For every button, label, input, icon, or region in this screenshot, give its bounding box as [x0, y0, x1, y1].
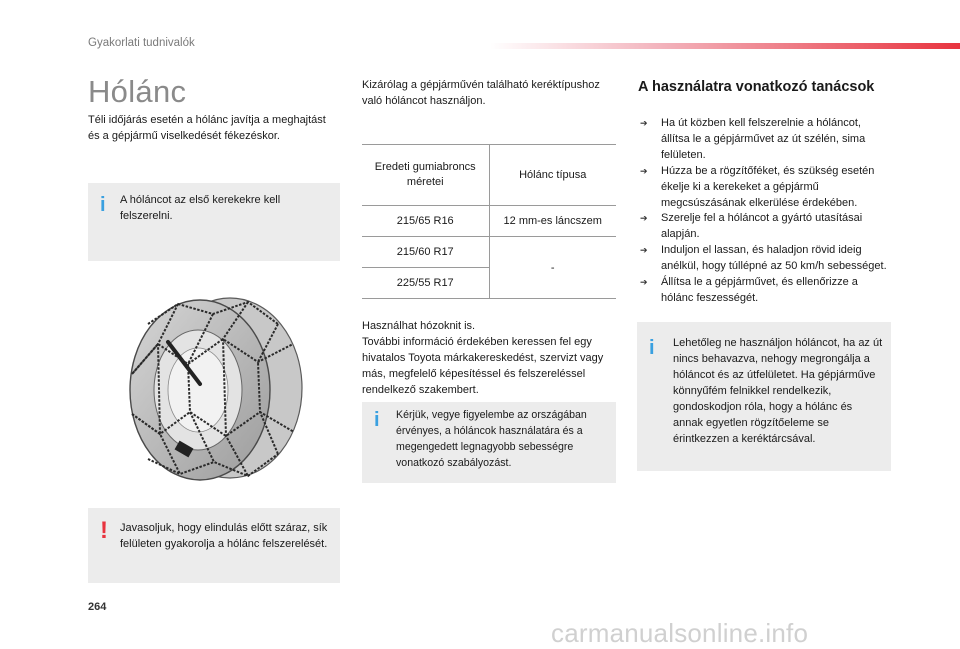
tire-size-cell: 225/55 R17: [362, 268, 489, 299]
tire-size-cell: 215/65 R16: [362, 206, 489, 237]
warning-practice-text: Javasoljuk, hogy elindulás előtt száraz, sík felületen gyakorolja a hólánc felszerelését.: [120, 522, 328, 550]
watermark: carmanualsonline.info: [551, 618, 809, 648]
hub-nuts-text: Használhat hózoknit is.: [362, 320, 476, 332]
page-number: 264: [88, 601, 107, 613]
warning-practice: [88, 508, 340, 583]
arrow-bullet-icon: ➔: [640, 118, 648, 128]
exclamation-icon: !: [100, 517, 108, 544]
arrow-bullet-icon: ➔: [640, 213, 648, 224]
header-accent-bar: [490, 43, 960, 49]
info-icon: i: [649, 337, 655, 359]
dealer-info: [362, 318, 617, 398]
chain-size-table: [362, 144, 616, 299]
list-item-text: Ha út közben kell felszerelnie a hóláncot, állítsa le a gépjárművet az út szélén, sima felületen.: [661, 117, 866, 161]
list-item: [638, 116, 888, 164]
arrow-bullet-icon: ➔: [640, 245, 648, 256]
intro-text: Téli időjárás esetén a hólánc javítja a meghajtást és a gépjármű viselkedését fékezéskor.: [88, 114, 326, 142]
list-item-text: Húzza be a rögzítőféket, és szükség esetén ékelje ki a kerekeket a gépjármű megcsúszásának elkerülése érdekében.: [661, 164, 875, 209]
list-item-text: Állítsa le a gépjárművet, és ellenőrizze a hólánc feszességét.: [661, 276, 858, 304]
only-matching-chains-text: Kizárólag a gépjárművén található keréktípushoz való hóláncot használjon.: [362, 79, 600, 107]
column-header-tire-size: Eredeti gumiabroncs méretei: [362, 145, 489, 206]
list-item-text: Induljon el lassan, és haladjon rövid ideig anélkül, hogy túllépné az 50 km/h sebességet.: [661, 244, 887, 273]
column-header-chain-type: Hólánc típusa: [489, 145, 616, 206]
arrow-bullet-icon: ➔: [640, 277, 648, 288]
note-avoid-damage: [637, 322, 891, 471]
note-front-wheels: [88, 183, 340, 261]
info-icon: i: [100, 194, 106, 216]
advice-title: A használatra vonatkozó tanácsok: [638, 79, 875, 95]
arrow-bullet-icon: ➔: [640, 165, 648, 176]
note-regulations: [362, 402, 616, 483]
list-item: [638, 275, 888, 307]
list-item: [638, 211, 888, 243]
snow-chain-tire-illustration: [118, 284, 308, 489]
list-item: [638, 243, 888, 275]
more-info-text: További információ érdekében keressen fel egy hivatalos Toyota márkakereskedést, szervizt vagy más, megfelelő képesítéssel és felszereléssel rendelkező szakembert.: [362, 336, 604, 396]
page-title: Hólánc: [88, 74, 187, 109]
note-avoid-damage-text: Lehetőleg ne használjon hóláncot, ha az út nincs behavazva, nehogy megrongálja a hóláncot és az útfelületet. Ha gépjárműve könnyűfém felnikkel rendelkezik, gondoskodjon róla, hogy a hólánc és annak egyetlen rögzítőeleme se érintkezzen a keréktárcsával.: [673, 337, 883, 445]
list-item-text: Szerelje fel a hóláncot a gyártó utasításai alapján.: [661, 212, 863, 241]
tire-size-cell: 215/60 R17: [362, 237, 489, 268]
note-front-wheels-text: A hóláncot az első kerekekre kell felszerelni.: [120, 194, 281, 222]
chain-type-cell: -: [489, 237, 616, 299]
list-item: [638, 164, 888, 212]
chain-type-cell: 12 mm-es láncszem: [489, 206, 616, 237]
table-row: [362, 237, 616, 268]
table-header-row: [362, 145, 616, 206]
section-header: Gyakorlati tudnivalók: [88, 37, 195, 49]
info-icon: i: [374, 409, 380, 431]
advice-list: [638, 116, 888, 307]
note-regulations-text: Kérjük, vegye figyelembe az országában érvényes, a hóláncok használatára és a megengedett legnagyobb sebességre vonatkozó szabályozást.: [396, 409, 587, 469]
table-row: [362, 206, 616, 237]
